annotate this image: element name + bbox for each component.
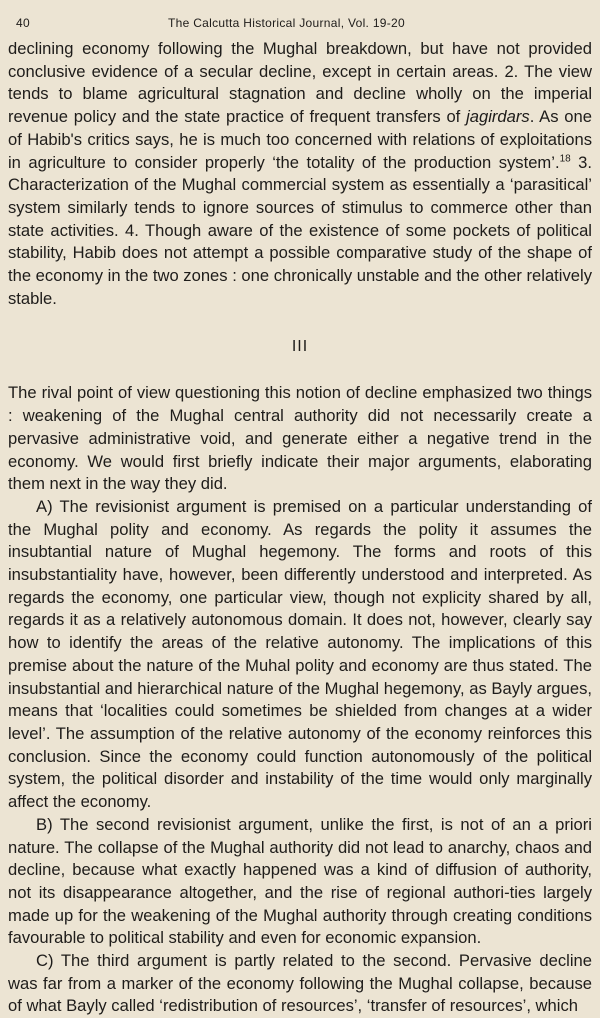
paragraph-text: . As one of Habib's critics says, he is much too concerned with relations of exploitations in agriculture to consider properly ‘the totality of the production system’. xyxy=(8,107,592,172)
paragraph-continuation xyxy=(8,38,592,310)
section-heading: III xyxy=(291,338,309,356)
paragraph-argument-b: B) The second revisionist argument, unlike the first, is not of an a priori nature. The collapse of the Mughal authority did not lead to anarchy, chaos and decline, because what exactly happened was a kind of diffusion of authority, not its disappearance altogether, and the rise of regional authori-ties largely made up for the weakening of the Mughal authority through creating conditions favourable to political stability and even for economic expansion. xyxy=(8,814,592,948)
paragraph-rival-view: The rival point of view questioning this notion of decline emphasized two things : weakening of the Mughal central authority did not necessarily create a pervasive administrative void, and generate either a negative trend in the economy. We would first briefly indicate their major arguments, elaborating them next in the way they did. xyxy=(8,383,592,494)
journal-title: The Calcutta Historical Journal, Vol. 19-20 xyxy=(168,16,406,30)
italic-term: jagirdars xyxy=(466,107,530,127)
paragraph-argument-c: C) The third argument is partly related to the second. Pervasive decline was far from a marker of the economy following the Mughal collapse, because of what Bayly called ‘redistribution of resources’, ‘transfer of resources’, which xyxy=(8,951,592,1016)
page-number: 40 xyxy=(16,16,30,30)
body-text xyxy=(8,38,592,1018)
paragraph-argument-a: A) The revisionist argument is premised on a particular understanding of the Mughal polity and economy. As regards the polity it assumes the insubtantial nature of Mughal hegemony. The forms and roots of this insubstantiality have, however, been differently understood and interpreted. As regards the economy, one particular view, though not explicity shared by all, regards it as a relatively autonomous domain. It does not, however, clearly say how to identify the areas of the relative autonomy. The implications of this premise about the nature of the Muhal polity and economy are thus stated. The insubstantial and hierarchical nature of the Mughal hegemony, as Bayly argues, means that ‘localities could sometimes be shielded from changes at a wider level’. The assumption of the relative autonomy of the economy reinforces this conclusion. Since the economy could function autonomously of the political system, the political disorder and instability of the time would only marginally affect the economy. xyxy=(8,496,592,812)
paragraph-text: 3. Characterization of the Mughal commercial system as essentially a ‘parasitical’ system similarly tends to ignore sources of stimulus to commerce other than state activities. 4. Though aware of the existence of some pockets of political stability, Habib does not attempt a possible comparative study of the shape of the economy in the two zones : one chronically unstable and the other relatively stable. xyxy=(8,152,592,308)
paragraph-text: declining economy following the Mughal breakdown, but have not provided conclusive evidence of a secular decline, except in certain areas. 2. The view tends to blame agricultural stagnation and decline wholly on the imperial revenue policy and the state practice of frequent transfers of xyxy=(8,39,592,127)
footnote-marker: 18 xyxy=(559,152,571,164)
running-header xyxy=(8,10,592,38)
